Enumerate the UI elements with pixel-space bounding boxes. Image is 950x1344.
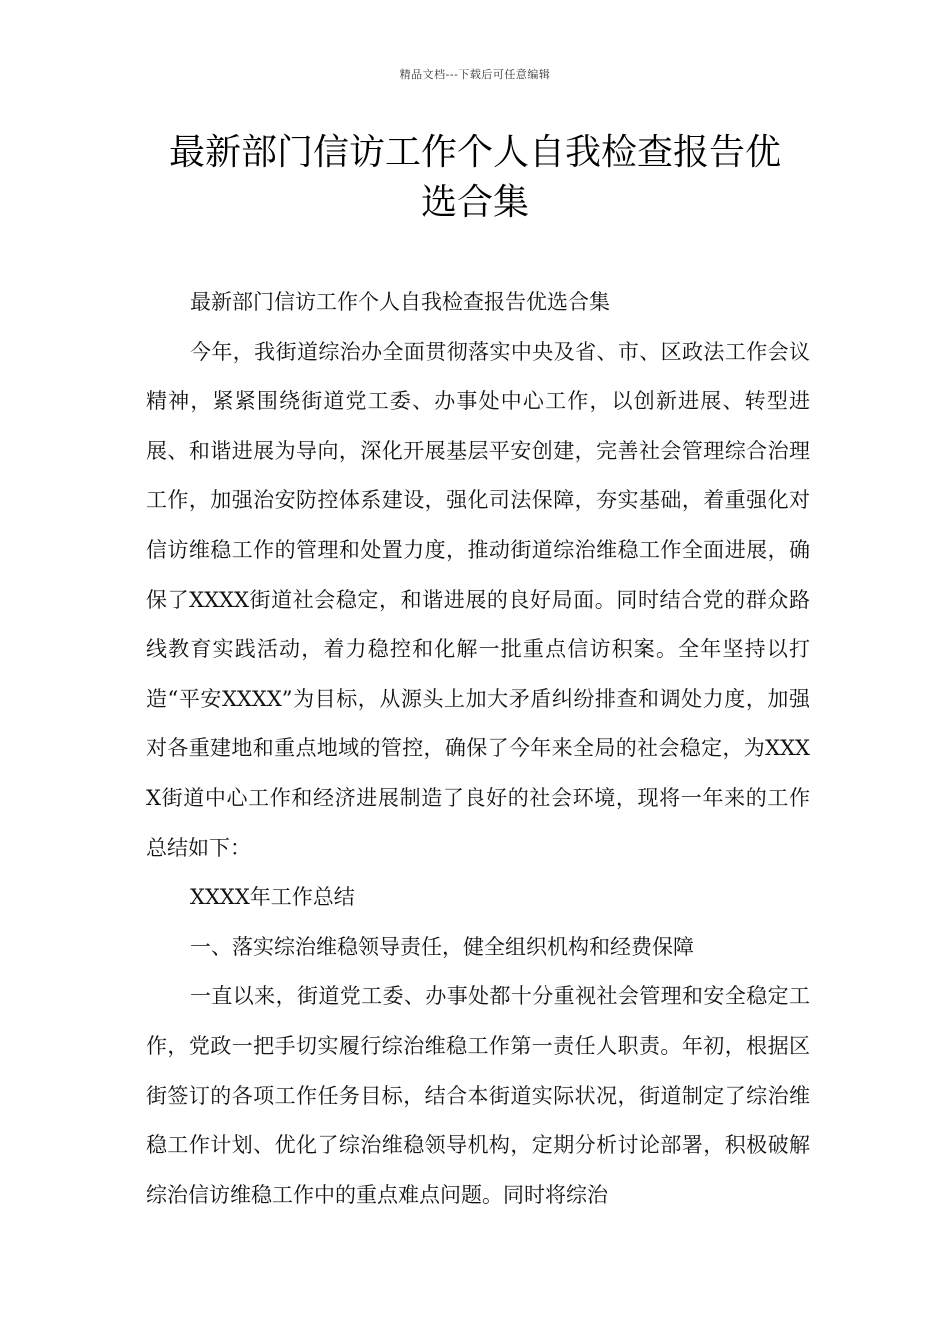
document-body [146, 278, 810, 1220]
title-line-2: 选合集 [420, 182, 529, 223]
paragraph-section-1: 一直以来，街道党工委、办事处都十分重视社会管理和安全稳定工作，党政一把手切实履行综治维稳工作第一责任人职责。年初，根据区街签订的各项工作任务目标，结合本街道实际状况，街道制定了综治维稳工作计划、优化了综治维稳领导机构，定期分析讨论部署，积极破解综治信访维稳工作中的重点难点问题。同时将综治 [146, 984, 810, 1207]
section-heading-1: 一、落实综治维稳领导责任，健全组织机构和经费保障 [190, 934, 694, 959]
document-title [120, 128, 830, 228]
paragraph-year-summary: XXXX年工作总结 [190, 885, 355, 910]
header-note: 精品文档---下载后可任意编辑 [399, 68, 551, 81]
paragraph-subtitle: 最新部门信访工作个人自我检查报告优选合集 [190, 290, 610, 314]
title-line-1: 最新部门信访工作个人自我检查报告优 [168, 132, 781, 173]
paragraph-intro: 今年，我街道综治办全面贯彻落实中央及省、市、区政法工作会议精神，紧紧围绕街道党工委、办事处中心工作，以创新进展、转型进展、和谐进展为导向，深化开展基层平安创建，完善社会管理综合治理工作，加强治安防控体系建设，强化司法保障，夯实基础，着重强化对信访维稳工作的管理和处置力度，推动街道综治维稳工作全面进展，确保了XXXX街道社会稳定，和谐进展的良好局面。同时结合党的群众路线教育实践活动，着力稳控和化解一批重点信访积案。全年坚持以打造“平安XXXX”为目标，从源头上加大矛盾纠纷排查和调处力度，加强对各重建地和重点地域的管控，确保了今年来全局的社会稳定，为XXXX街道中心工作和经济进展制造了良好的社会环境，现将一年来的工作总结如下： [146, 339, 810, 860]
